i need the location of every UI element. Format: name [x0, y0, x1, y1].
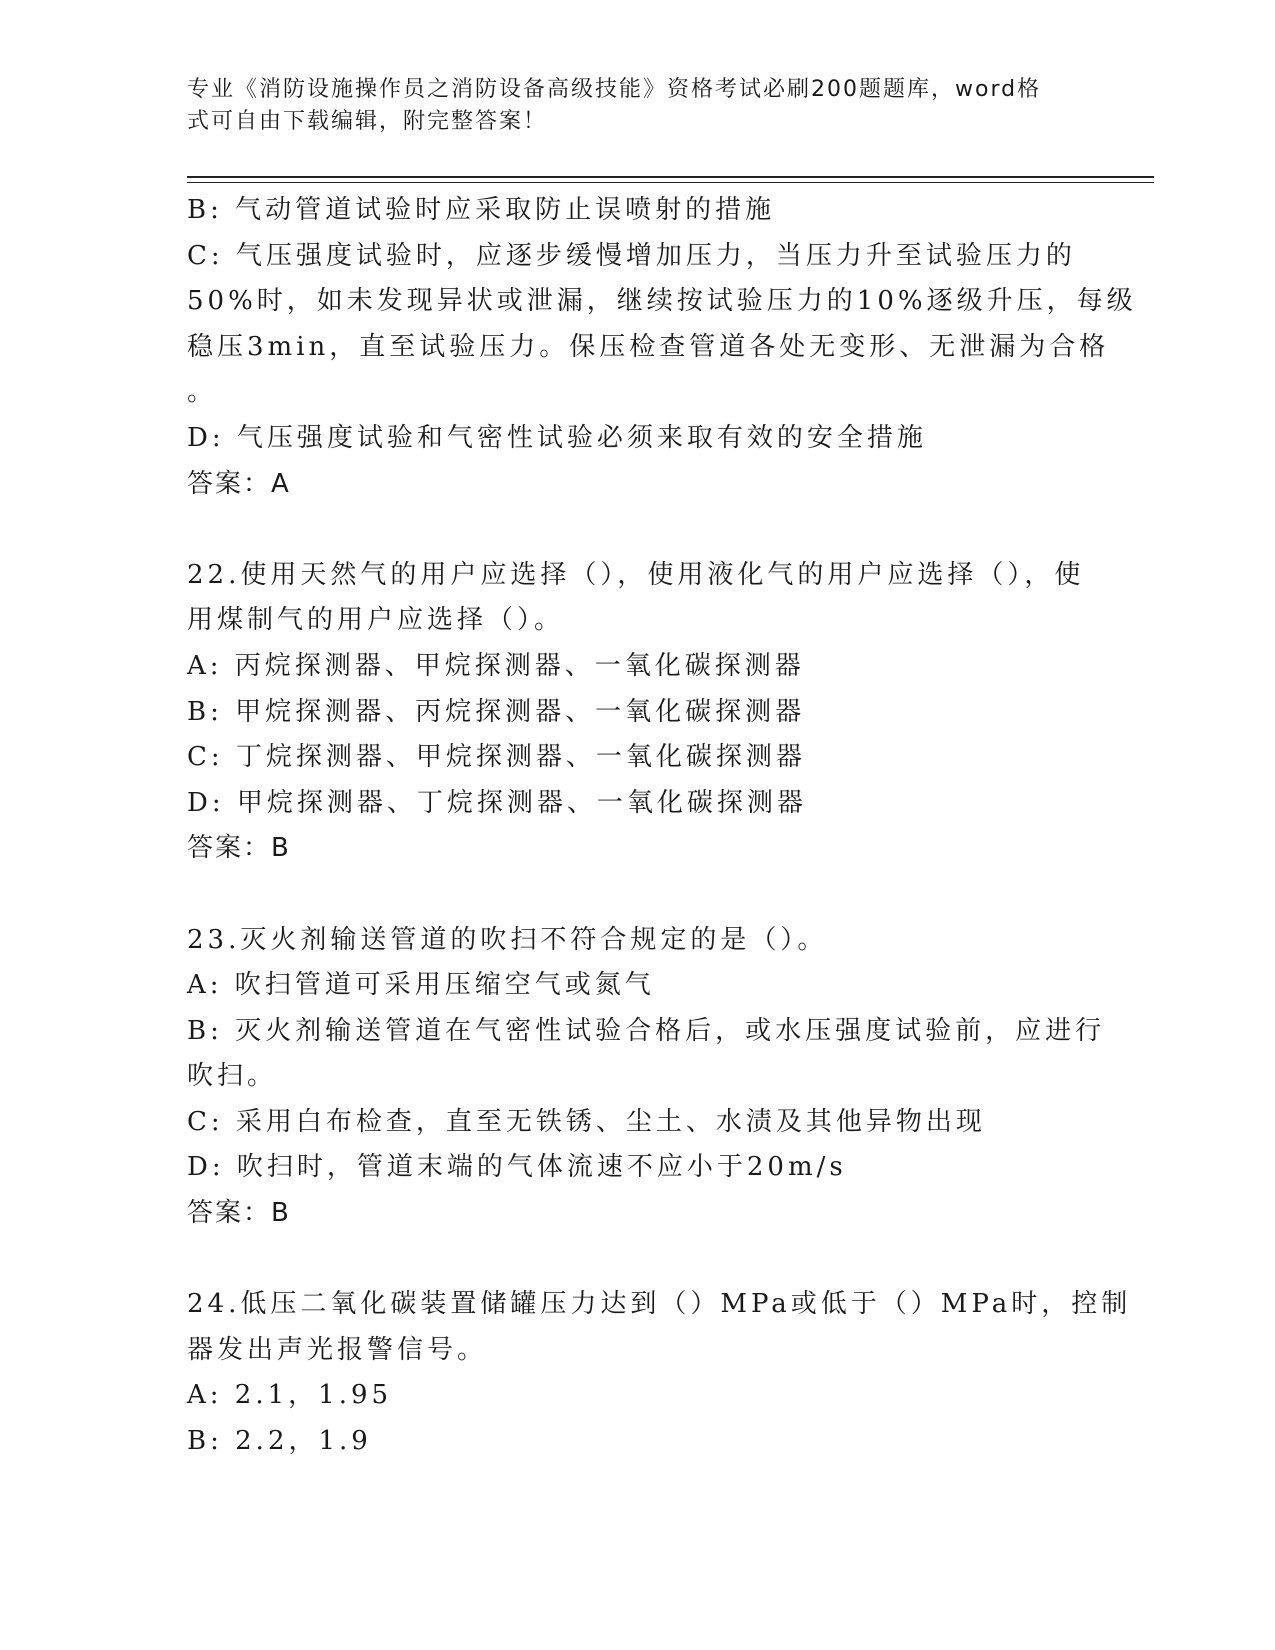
header-divider-thick	[187, 176, 1154, 178]
option-c-line-1: C: 气压强度试验时，应逐步缓慢增加压力，当压力升至试验压力的	[187, 240, 1076, 271]
answer: 答案：A	[187, 468, 291, 499]
question-list	[187, 188, 1137, 1465]
option-b: B: 甲烷探测器、丙烷探测器、一氧化碳探测器	[187, 696, 806, 727]
option-b: B: 2.2，1.9	[187, 1426, 372, 1457]
question-stem-line-2: 器发出声光报警信号。	[187, 1334, 488, 1365]
spacer	[187, 872, 1077, 918]
option-c-line-2: 50%时，如未发现异状或泄漏，继续按试验压力的10%逐级升压，每级	[187, 286, 1137, 317]
answer: 答案：B	[187, 1198, 291, 1229]
option-d: D: 吹扫时，管道末端的气体流速不应小于20m/s	[187, 1152, 847, 1183]
option-a: A: 丙烷探测器、甲烷探测器、一氧化碳探测器	[187, 650, 805, 681]
spacer	[187, 1237, 1077, 1283]
question-stem: 23.灭火剂输送管道的吹扫不符合规定的是（）。	[187, 924, 828, 955]
question-24	[187, 1282, 1132, 1464]
header-line-1: 专业《消防设施操作员之消防设备高级技能》资格考试必刷200题题库，word格	[187, 77, 1042, 102]
option-c: C: 采用白布检查，直至无铁锈、尘土、水渍及其他异物出现	[187, 1106, 986, 1137]
question-23	[187, 918, 1106, 1237]
header-line-2: 式可自由下载编辑，附完整答案！	[187, 109, 548, 134]
question-22	[187, 553, 1085, 872]
option-c-line-3: 稳压3min，直至试验压力。保压检查管道各处无变形、无泄漏为合格	[187, 331, 1110, 362]
option-b: B: 气动管道试验时应采取防止误喷射的措施	[187, 195, 776, 225]
question-stem-line-2: 用煤制气的用户应选择（）。	[187, 605, 565, 636]
option-a: A: 2.1，1.95	[187, 1380, 393, 1411]
option-c-line-4: 。	[187, 377, 218, 408]
spacer	[187, 507, 1077, 553]
question-stem-line-1: 22.使用天然气的用户应选择（），使用液化气的用户应选择（），使	[187, 559, 1085, 590]
option-a: A: 吹扫管道可采用压缩空气或氮气	[187, 970, 655, 1001]
header-divider-thin	[187, 182, 1154, 183]
option-b-line-2: 吹扫。	[187, 1061, 278, 1092]
document-header	[187, 74, 1067, 138]
option-c: C: 丁烷探测器、甲烷探测器、一氧化碳探测器	[187, 742, 806, 773]
option-d: D: 气压强度试验和气密性试验必须来取有效的安全措施	[187, 422, 927, 453]
question-stem-line-1: 24.低压二氧化碳装置储罐压力达到（）MPa或低于（）MPa时，控制	[187, 1289, 1132, 1320]
question-21-tail	[187, 188, 1137, 507]
answer: 答案：B	[187, 833, 291, 864]
option-d: D: 甲烷探测器、丁烷探测器、一氧化碳探测器	[187, 787, 807, 818]
option-b-line-1: B: 灭火剂输送管道在气密性试验合格后，或水压强度试验前，应进行	[187, 1015, 1106, 1046]
